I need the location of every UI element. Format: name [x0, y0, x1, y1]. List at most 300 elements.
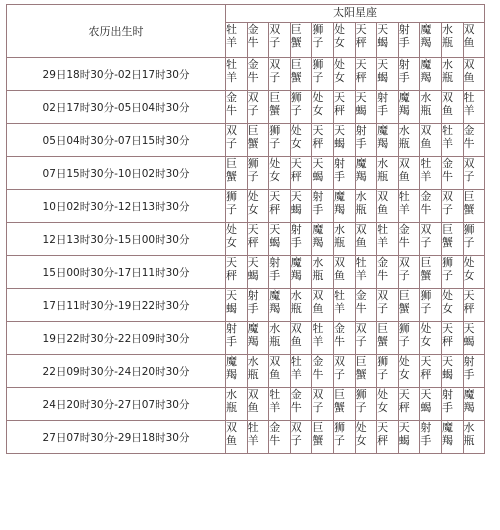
- sign-label: 双 鱼: [398, 157, 410, 183]
- sign-label: 天 蝎: [441, 355, 453, 381]
- sign-cell: [269, 124, 291, 157]
- sign-label: 射 手: [226, 322, 237, 348]
- lunar-birth-time-header: 农历出生时: [7, 5, 226, 58]
- sign-cell: [226, 58, 248, 91]
- sign-label: 巨 蟹: [290, 58, 302, 84]
- sign-label: 射 手: [441, 388, 453, 414]
- sign-label: 金 牛: [226, 91, 237, 117]
- sign-cell: [398, 256, 420, 289]
- sign-label: 巨 蟹: [333, 388, 345, 414]
- sign-cell: [269, 355, 291, 388]
- sign-label: 金 牛: [377, 256, 389, 282]
- sign-cell: [333, 256, 355, 289]
- sign-label: 处 女: [398, 355, 410, 381]
- sign-cell: [312, 421, 334, 454]
- sign-cell: [463, 190, 485, 223]
- sign-label: 天 蝎: [355, 91, 367, 117]
- sign-label: 金 牛: [333, 322, 345, 348]
- sign-label: 魔 羯: [377, 124, 389, 150]
- sign-label: 双 子: [441, 190, 453, 216]
- sign-label: 魔 羯: [420, 23, 432, 49]
- sign-cell: [226, 256, 248, 289]
- column-sign-header: [333, 23, 355, 58]
- sign-cell: [333, 223, 355, 256]
- sign-cell: [312, 289, 334, 322]
- sign-cell: [333, 355, 355, 388]
- sign-label: 巨 蟹: [226, 157, 237, 183]
- sign-cell: [355, 388, 377, 421]
- sign-label: 魔 羯: [355, 157, 367, 183]
- sign-label: 射 手: [398, 58, 410, 84]
- table-row: [7, 256, 485, 289]
- sign-label: 天 蝎: [463, 322, 475, 348]
- sign-label: 双 子: [463, 157, 475, 183]
- sign-label: 天 秤: [269, 190, 281, 216]
- sign-label: 狮 子: [269, 124, 281, 150]
- sign-label: 双 鱼: [333, 256, 345, 282]
- sign-cell: [355, 322, 377, 355]
- sign-label: 双 子: [247, 91, 259, 117]
- sign-label: 天 蝎: [269, 223, 281, 249]
- sign-label: 天 蝎: [377, 58, 389, 84]
- sign-cell: [441, 91, 463, 124]
- column-sign-header: [290, 23, 312, 58]
- sign-label: 魔 羯: [463, 388, 475, 414]
- sign-label: 牡 羊: [226, 23, 237, 49]
- table-row: [7, 190, 485, 223]
- table-header: [7, 5, 485, 58]
- sign-label: 处 女: [463, 256, 475, 282]
- column-sign-header: [247, 23, 269, 58]
- sign-cell: [377, 355, 399, 388]
- sign-cell: [247, 421, 269, 454]
- sign-label: 牡 羊: [290, 355, 302, 381]
- time-range-cell: 12日13时30分-15日00时30分: [7, 223, 226, 256]
- sign-label: 水 瓶: [226, 388, 237, 414]
- sign-label: 巨 蟹: [290, 23, 302, 49]
- sign-cell: [269, 157, 291, 190]
- sign-label: 牡 羊: [226, 58, 237, 84]
- sign-cell: [290, 322, 312, 355]
- sign-cell: [226, 388, 248, 421]
- sign-cell: [226, 124, 248, 157]
- sign-label: 双 子: [333, 355, 345, 381]
- sign-cell: [420, 190, 442, 223]
- sign-cell: [355, 256, 377, 289]
- sign-label: 牡 羊: [420, 157, 432, 183]
- sign-label: 狮 子: [441, 256, 453, 282]
- sign-label: 牡 羊: [463, 91, 475, 117]
- table-row: [7, 289, 485, 322]
- sign-cell: [377, 58, 399, 91]
- sign-label: 双 鱼: [377, 190, 389, 216]
- sign-label: 天 秤: [312, 124, 324, 150]
- time-range-cell: 27日07时30分-29日18时30分: [7, 421, 226, 454]
- sign-cell: [247, 124, 269, 157]
- sign-cell: [269, 256, 291, 289]
- sign-cell: [333, 124, 355, 157]
- sign-cell: [441, 289, 463, 322]
- sign-label: 魔 羯: [398, 91, 410, 117]
- table-row: [7, 91, 485, 124]
- time-range-cell: 02日17时30分-05日04时30分: [7, 91, 226, 124]
- sign-cell: [441, 256, 463, 289]
- sign-cell: [398, 388, 420, 421]
- sun-sign-header: 太阳星座: [226, 5, 485, 23]
- time-range-cell: 24日20时30分-27日07时30分: [7, 388, 226, 421]
- sign-label: 巨 蟹: [398, 289, 410, 315]
- sign-cell: [312, 256, 334, 289]
- sign-cell: [290, 124, 312, 157]
- sign-label: 巨 蟹: [355, 355, 367, 381]
- sign-label: 巨 蟹: [463, 190, 475, 216]
- sign-label: 射 手: [333, 157, 345, 183]
- sign-cell: [355, 91, 377, 124]
- sign-label: 魔 羯: [420, 58, 432, 84]
- sign-cell: [312, 355, 334, 388]
- time-range-cell: 22日09时30分-24日20时30分: [7, 355, 226, 388]
- sign-cell: [398, 190, 420, 223]
- sign-label: 天 秤: [398, 388, 410, 414]
- sign-cell: [312, 58, 334, 91]
- time-range-cell: 17日11时30分-19日22时30分: [7, 289, 226, 322]
- sign-label: 牡 羊: [355, 256, 367, 282]
- sign-cell: [441, 58, 463, 91]
- sign-cell: [269, 190, 291, 223]
- sign-label: 水 瓶: [355, 190, 367, 216]
- sign-label: 水 瓶: [398, 124, 410, 150]
- sign-cell: [290, 157, 312, 190]
- sign-cell: [377, 322, 399, 355]
- sign-cell: [463, 157, 485, 190]
- column-sign-header: [355, 23, 377, 58]
- sign-cell: [398, 421, 420, 454]
- sign-label: 天 秤: [226, 256, 237, 282]
- sign-label: 狮 子: [355, 388, 367, 414]
- sign-cell: [247, 91, 269, 124]
- zodiac-table: [6, 4, 485, 454]
- sign-cell: [247, 58, 269, 91]
- sign-cell: [355, 289, 377, 322]
- sign-label: 水 瓶: [420, 91, 432, 117]
- sign-label: 天 蝎: [398, 421, 410, 447]
- sign-label: 天 蝎: [333, 124, 345, 150]
- sign-label: 魔 羯: [333, 190, 345, 216]
- column-sign-header: [377, 23, 399, 58]
- sign-label: 天 蝎: [226, 289, 237, 315]
- sign-cell: [269, 421, 291, 454]
- sign-label: 金 牛: [269, 421, 281, 447]
- sign-cell: [398, 223, 420, 256]
- sign-label: 双 鱼: [290, 322, 302, 348]
- column-sign-header: [420, 23, 442, 58]
- sign-cell: [463, 388, 485, 421]
- time-range-cell: 29日18时30分-02日17时30分: [7, 58, 226, 91]
- sign-label: 双 子: [377, 289, 389, 315]
- sign-label: 双 鱼: [463, 23, 475, 49]
- sign-label: 狮 子: [398, 322, 410, 348]
- sign-label: 处 女: [226, 223, 237, 249]
- sign-cell: [441, 157, 463, 190]
- sign-cell: [333, 157, 355, 190]
- sign-label: 天 秤: [290, 157, 302, 183]
- table-row: [7, 322, 485, 355]
- sign-label: 狮 子: [377, 355, 389, 381]
- sign-label: 处 女: [290, 124, 302, 150]
- sign-label: 天 秤: [355, 58, 367, 84]
- sign-cell: [377, 190, 399, 223]
- sign-cell: [269, 388, 291, 421]
- sign-cell: [333, 91, 355, 124]
- sign-label: 天 秤: [463, 289, 475, 315]
- sign-label: 巨 蟹: [312, 421, 324, 447]
- sign-cell: [463, 124, 485, 157]
- sign-cell: [355, 421, 377, 454]
- sign-cell: [463, 355, 485, 388]
- table-row: [7, 124, 485, 157]
- sign-label: 双 子: [420, 223, 432, 249]
- sign-label: 水 瓶: [247, 355, 259, 381]
- sign-cell: [312, 322, 334, 355]
- column-sign-header: [269, 23, 291, 58]
- sign-label: 双 鱼: [312, 289, 324, 315]
- sign-cell: [226, 289, 248, 322]
- sign-cell: [420, 223, 442, 256]
- column-sign-header: [398, 23, 420, 58]
- sign-label: 魔 羯: [441, 421, 453, 447]
- sign-cell: [463, 223, 485, 256]
- sign-label: 射 手: [355, 124, 367, 150]
- sign-label: 天 秤: [420, 355, 432, 381]
- sign-cell: [290, 256, 312, 289]
- sign-cell: [333, 190, 355, 223]
- table-body: [7, 58, 485, 454]
- sign-label: 天 蝎: [290, 190, 302, 216]
- sign-label: 双 子: [312, 388, 324, 414]
- sign-label: 牡 羊: [377, 223, 389, 249]
- time-range-cell: 10日02时30分-12日13时30分: [7, 190, 226, 223]
- sign-cell: [247, 256, 269, 289]
- sign-label: 水 瓶: [377, 157, 389, 183]
- sign-cell: [269, 91, 291, 124]
- sign-cell: [355, 355, 377, 388]
- sign-cell: [398, 124, 420, 157]
- sign-label: 双 子: [398, 256, 410, 282]
- sign-label: 巨 蟹: [247, 124, 259, 150]
- sign-cell: [226, 223, 248, 256]
- sign-label: 魔 羯: [247, 322, 259, 348]
- sign-label: 天 蝎: [420, 388, 432, 414]
- sign-label: 狮 子: [226, 190, 237, 216]
- sign-label: 处 女: [441, 289, 453, 315]
- sign-label: 金 牛: [441, 157, 453, 183]
- sign-label: 金 牛: [247, 58, 259, 84]
- sign-cell: [420, 157, 442, 190]
- sign-label: 双 鱼: [247, 388, 259, 414]
- sign-cell: [398, 91, 420, 124]
- sign-cell: [290, 355, 312, 388]
- sign-cell: [377, 157, 399, 190]
- sign-cell: [420, 58, 442, 91]
- column-sign-header: [226, 23, 248, 58]
- sign-cell: [333, 388, 355, 421]
- table-row: [7, 223, 485, 256]
- time-range-cell: 15日00时30分-17日11时30分: [7, 256, 226, 289]
- sign-label: 射 手: [247, 289, 259, 315]
- sign-cell: [377, 421, 399, 454]
- sign-label: 金 牛: [312, 355, 324, 381]
- sign-cell: [441, 190, 463, 223]
- sign-cell: [290, 289, 312, 322]
- sign-label: 水 瓶: [312, 256, 324, 282]
- sign-label: 巨 蟹: [441, 223, 453, 249]
- sign-cell: [226, 355, 248, 388]
- sign-cell: [247, 289, 269, 322]
- sign-label: 狮 子: [312, 58, 324, 84]
- sign-label: 狮 子: [420, 289, 432, 315]
- sign-label: 牡 羊: [333, 289, 345, 315]
- sign-label: 金 牛: [355, 289, 367, 315]
- sign-cell: [398, 322, 420, 355]
- sign-cell: [398, 58, 420, 91]
- sign-label: 天 秤: [355, 23, 367, 49]
- sign-cell: [463, 289, 485, 322]
- sign-label: 双 子: [355, 322, 367, 348]
- sign-cell: [333, 58, 355, 91]
- sign-label: 金 牛: [420, 190, 432, 216]
- sign-label: 狮 子: [312, 23, 324, 49]
- sign-label: 狮 子: [247, 157, 259, 183]
- sign-label: 水 瓶: [441, 23, 453, 49]
- sign-cell: [377, 124, 399, 157]
- sign-label: 处 女: [333, 58, 345, 84]
- sign-cell: [441, 223, 463, 256]
- sign-cell: [377, 223, 399, 256]
- sign-cell: [269, 322, 291, 355]
- sign-label: 狮 子: [333, 421, 345, 447]
- time-range-cell: 19日22时30分-22日09时30分: [7, 322, 226, 355]
- sign-cell: [333, 421, 355, 454]
- sign-label: 处 女: [247, 190, 259, 216]
- table-row: [7, 157, 485, 190]
- sign-cell: [420, 124, 442, 157]
- sign-cell: [463, 58, 485, 91]
- sign-cell: [355, 124, 377, 157]
- table-row: [7, 355, 485, 388]
- sign-label: 射 手: [377, 91, 389, 117]
- sign-label: 狮 子: [463, 223, 475, 249]
- sign-label: 处 女: [355, 421, 367, 447]
- time-range-cell: 05日04时30分-07日15时30分: [7, 124, 226, 157]
- time-range-cell: 07日15时30分-10日02时30分: [7, 157, 226, 190]
- sign-cell: [420, 289, 442, 322]
- sign-cell: [312, 190, 334, 223]
- sign-cell: [226, 190, 248, 223]
- table-row: [7, 421, 485, 454]
- sign-label: 双 鱼: [420, 124, 432, 150]
- sign-label: 水 瓶: [290, 289, 302, 315]
- sign-label: 水 瓶: [269, 322, 281, 348]
- sign-cell: [290, 421, 312, 454]
- sign-cell: [377, 388, 399, 421]
- sign-cell: [355, 223, 377, 256]
- sign-label: 处 女: [420, 322, 432, 348]
- sign-label: 巨 蟹: [269, 91, 281, 117]
- sign-cell: [226, 421, 248, 454]
- sign-cell: [247, 223, 269, 256]
- sign-cell: [377, 256, 399, 289]
- sign-label: 双 子: [226, 124, 237, 150]
- sign-label: 双 鱼: [355, 223, 367, 249]
- sign-cell: [247, 388, 269, 421]
- sign-cell: [377, 91, 399, 124]
- sign-cell: [463, 91, 485, 124]
- sign-label: 水 瓶: [333, 223, 345, 249]
- sign-cell: [441, 124, 463, 157]
- sign-label: 射 手: [420, 421, 432, 447]
- sign-cell: [290, 388, 312, 421]
- column-sign-header: [463, 23, 485, 58]
- sign-label: 处 女: [269, 157, 281, 183]
- sign-cell: [463, 421, 485, 454]
- sign-cell: [463, 322, 485, 355]
- sign-label: 金 牛: [247, 23, 259, 49]
- sign-label: 魔 羯: [290, 256, 302, 282]
- sign-cell: [355, 58, 377, 91]
- sign-cell: [290, 190, 312, 223]
- sign-label: 金 牛: [463, 124, 475, 150]
- sign-cell: [398, 157, 420, 190]
- sign-label: 射 手: [269, 256, 281, 282]
- sign-cell: [441, 322, 463, 355]
- sign-label: 牡 羊: [398, 190, 410, 216]
- column-sign-header: [312, 23, 334, 58]
- sign-cell: [247, 157, 269, 190]
- sign-cell: [420, 421, 442, 454]
- sign-cell: [312, 223, 334, 256]
- sign-label: 双 鱼: [269, 355, 281, 381]
- table-row: [7, 388, 485, 421]
- sign-cell: [290, 91, 312, 124]
- sign-cell: [355, 190, 377, 223]
- sign-cell: [441, 355, 463, 388]
- sign-label: 射 手: [290, 223, 302, 249]
- sign-label: 牡 羊: [312, 322, 324, 348]
- sign-label: 双 鱼: [226, 421, 237, 447]
- sign-label: 魔 羯: [269, 289, 281, 315]
- sign-label: 水 瓶: [463, 421, 475, 447]
- sign-label: 魔 羯: [312, 223, 324, 249]
- sign-label: 双 子: [290, 421, 302, 447]
- sign-label: 牡 羊: [247, 421, 259, 447]
- sign-cell: [441, 388, 463, 421]
- sign-cell: [269, 223, 291, 256]
- sign-cell: [420, 388, 442, 421]
- sign-cell: [312, 388, 334, 421]
- sign-cell: [355, 157, 377, 190]
- sign-cell: [420, 256, 442, 289]
- sign-cell: [441, 421, 463, 454]
- sign-cell: [333, 322, 355, 355]
- sign-cell: [226, 157, 248, 190]
- sign-label: 天 蝎: [312, 157, 324, 183]
- sign-label: 金 牛: [290, 388, 302, 414]
- sign-cell: [226, 91, 248, 124]
- sign-cell: [269, 58, 291, 91]
- sign-label: 天 蝎: [247, 256, 259, 282]
- sign-cell: [312, 124, 334, 157]
- sign-label: 水 瓶: [441, 58, 453, 84]
